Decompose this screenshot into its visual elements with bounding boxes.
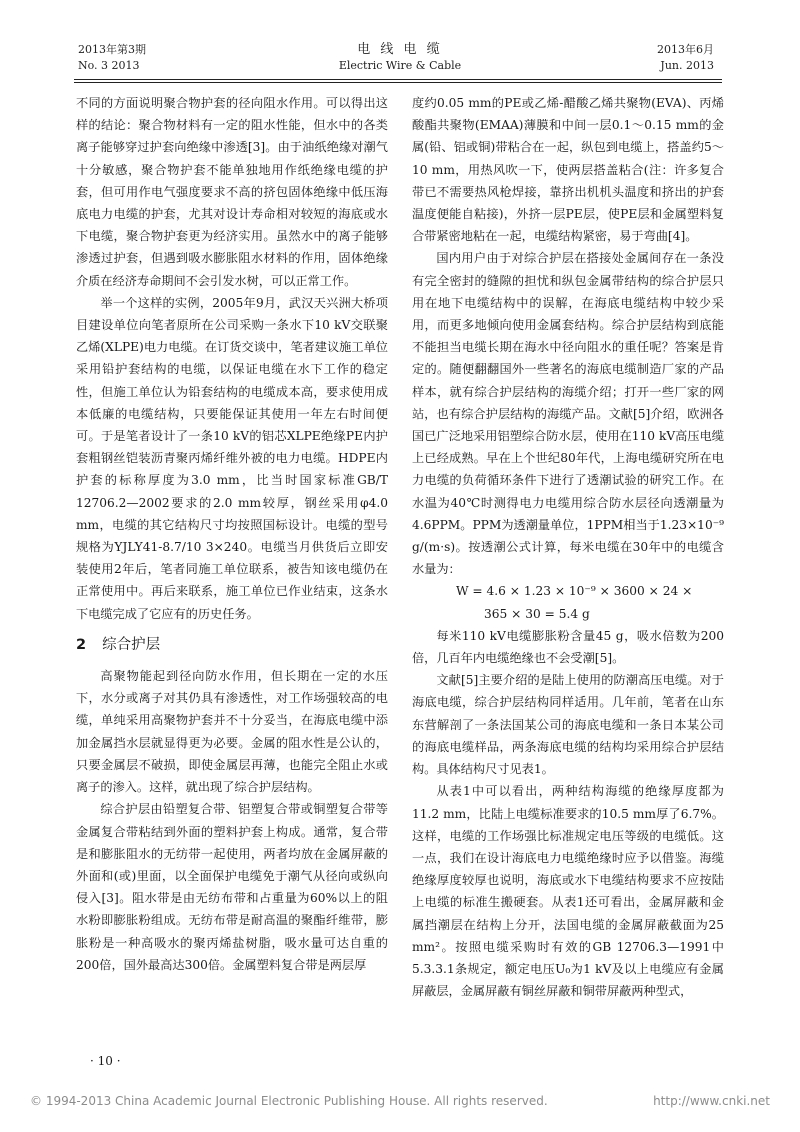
paragraph: 度约0.05 mm的PE或乙烯-醋酸乙烯共聚物(EVA)、丙烯酸酯共聚物(EMAA)薄膜和中间一层0.1～0.15 mm的金属(铅、铝或铜)带粘合在一起，纵包到电缆上，搭盖约5～10 mm，用热风吹一下，使两层搭盖粘合(注：许多复合带已不需要热风枪焊接，靠挤出机机头温度和挤出的护套温度便能自粘接)，外挤一层PE层，使PE层和金属塑料复合带紧密地粘在一起，电缆结构紧密，易于弯曲[4]。 (412, 96, 724, 244)
paragraph: 每米110 kV电缆膨胀粉含量45 g，吸水倍数为200倍，几百年内电缆绝缘也不会受潮[5]。 (412, 628, 724, 666)
section-title: 综合护层 (102, 636, 161, 653)
date-en: Jun. 2013 (660, 59, 714, 72)
page-number: · 10 · (90, 1054, 121, 1068)
paragraph: 文献[5]主要介绍的是陆上使用的防潮高压电缆。对于海底电缆，综合护层结构同样适用。几年前，笔者在山东东营解剖了一条法国某公司的海底电缆和一条日本某公司的海底电缆样品，两条海底电缆的结构均采用综合护层结构。具体结构尺寸见表1。 (412, 673, 724, 777)
issue-date (657, 42, 714, 74)
header-rule-double (74, 82, 722, 83)
header-rule (74, 79, 722, 80)
issue-en: No. 3 2013 (78, 59, 140, 72)
right-column (412, 92, 724, 1002)
paragraph: 国内用户由于对综合护层在搭接处金属间存在一条没有完全密封的缝隙的担忧和纵包金属带结构的综合护层只用在地下电缆结构中的误解，在海底电缆结构中较少采用，而更多地倾向使用金属套结构。综合护层结构到底能不能担当电缆长期在海水中径向阻水的重任呢？答案是肯定的。随便翻翻国外一些著名的海底电缆制造厂家的产品样本，就有综合护层结构的海缆介绍；打开一些厂家的网站，也有综合护层结构的海缆产品。文献[5]介绍，欧洲各国已广泛地采用铝塑综合防水层，使用在110 kV高压电缆上已经成熟。早在上个世纪80年代，上海电缆研究所在电力电缆的负荷循环条件下进行了透潮试验的研究工作。在水温为40℃时测得电力电缆用综合防水层径向透潮量为4.6PPM。PPM为透潮量单位，1PPM相当于1.23×10⁻⁹ g/(m·s)。按透潮公式计算，每米电缆在30年中的电缆含水量为： (412, 251, 725, 577)
copyright-notice: © 1994-2013 China Academic Journal Electronic Publishing House. All rights reserved. (30, 1094, 548, 1108)
paragraph: 高聚物能起到径向防水作用，但长期在一定的水压下，水分或离子对其仍具有渗透性，对工作场强较高的电缆，单纯采用高聚物护套并不十分妥当，在海底电缆中添加金属挡水层就显得更为必要。金属的阻水性是公认的，只要金属层不破损，即使金属层再薄，也能完全阻止水或离子的渗入。这样，就出现了综合护层结构。 (76, 669, 388, 795)
paragraph: 从表1中可以看出，两种结构海缆的绝缘厚度都为11.2 mm，比陆上电缆标准要求的10.5 mm厚了6.7%。这样，电缆的工作场强比标准规定电压等级的电缆低。这一点，我们在设计海底电力电缆绝缘时应予以借鉴。海缆绝缘厚度较厚也说明，海底或水下电缆结构要求不应按陆上电缆的标准生搬硬套。从表1还可看出，金属屏蔽和金属挡潮层在结构上分开，法国电缆的金属屏蔽截面为25 mm²。按照电缆采购时有效的GB 12706.3—1991中5.3.3.1条规定，额定电压U₀为1 kV及以上电缆应有金属屏蔽层，金属屏蔽有铜丝屏蔽和铜带屏蔽两种型式， (412, 784, 724, 999)
journal-title-en: Electric Wire & Cable (338, 59, 462, 72)
formula-line: 365 × 30 = 5.4 g (484, 606, 590, 621)
paragraph: 综合护层由铅塑复合带、铝塑复合带或铜塑复合带等金属复合带粘结到外面的塑料护套上构成。通常，复合带是和膨胀阻水的无纺带一起使用，两者均放在金属屏蔽的外面和(或)里面，以全面保护电缆免于潮气从径向或纵向侵入[3]。阻水带是由无纺布带和占重量为60%以上的阻水粉即膨胀粉组成。无纺布带是耐高温的聚酯纤维带，膨胀粉是一种高吸水的聚丙烯盐树脂，吸水量可达自重的200倍，国外最高达300倍。金属塑料复合带是两层厚 (76, 802, 388, 972)
section-heading (76, 634, 388, 656)
journal-title-cn: 电 线 电 缆 (357, 42, 443, 57)
left-column (76, 92, 388, 976)
date-cn: 2013年6月 (657, 43, 714, 56)
formula-line: W = 4.6 × 1.23 × 10⁻⁹ × 3600 × 24 × (456, 584, 693, 599)
paragraph: 举一个这样的实例，2005年9月，武汉天兴洲大桥项目建设单位向笔者原所在公司采购一条水下10 kV交联聚乙烯(XLPE)电力电缆。在订货交谈中，笔者建议施工单位采用铅护套结构的电缆，以保证电缆在水下工作的稳定性，但施工单位认为铅套结构的电缆成本高，要求使用成本低廉的电缆结构，只要能保证其使用一年左右时间便可。于是笔者设计了一条10 kV的铝芯XLPE绝缘PE内护套粗钢丝铠装沥青聚丙烯纤维外被的电力电缆。HDPE内护套的标称厚度为3.0 mm，比当时国家标准GB/T 12706.2—2002要求的2.0 mm较厚，钢丝采用φ4.0 mm，电缆的其它结构尺寸均按照国标设计。电缆的型号规格为YJLY41-8.7/10 3×240。电缆当月供货后立即安装使用2年后，笔者同施工单位联系，被告知该电缆仍在正常使用中。再后来联系，施工单位已作业结束，这条水下电缆完成了它应有的历史任务。 (76, 295, 388, 621)
paragraph: 不同的方面说明聚合物护套的径向阻水作用。可以得出这样的结论：聚合物材料有一定的阻水性能，但水中的各类离子能够穿过护套向绝缘中渗透[3]。由于油纸绝缘对潮气十分敏感，聚合物护套不能单独地用作纸绝缘电缆的护套，但可用作电气强度要求不高的挤包固体绝缘中低压海底电力电缆的护套，尤其对设计寿命相对较短的海底或水下电缆，聚合物护套更为经济实用。虽然水中的离子能够渗透过护套，但遇到吸水膨胀阻水材料的作用，固体绝缘介质在经济寿命期间不会引发水树，可以正常工作。 (76, 96, 388, 288)
issue-cn: 2013年第3期 (78, 43, 146, 56)
footer (30, 1094, 770, 1108)
footer-url[interactable]: http://www.cnki.net (653, 1094, 770, 1108)
section-number: 2 (76, 636, 87, 653)
